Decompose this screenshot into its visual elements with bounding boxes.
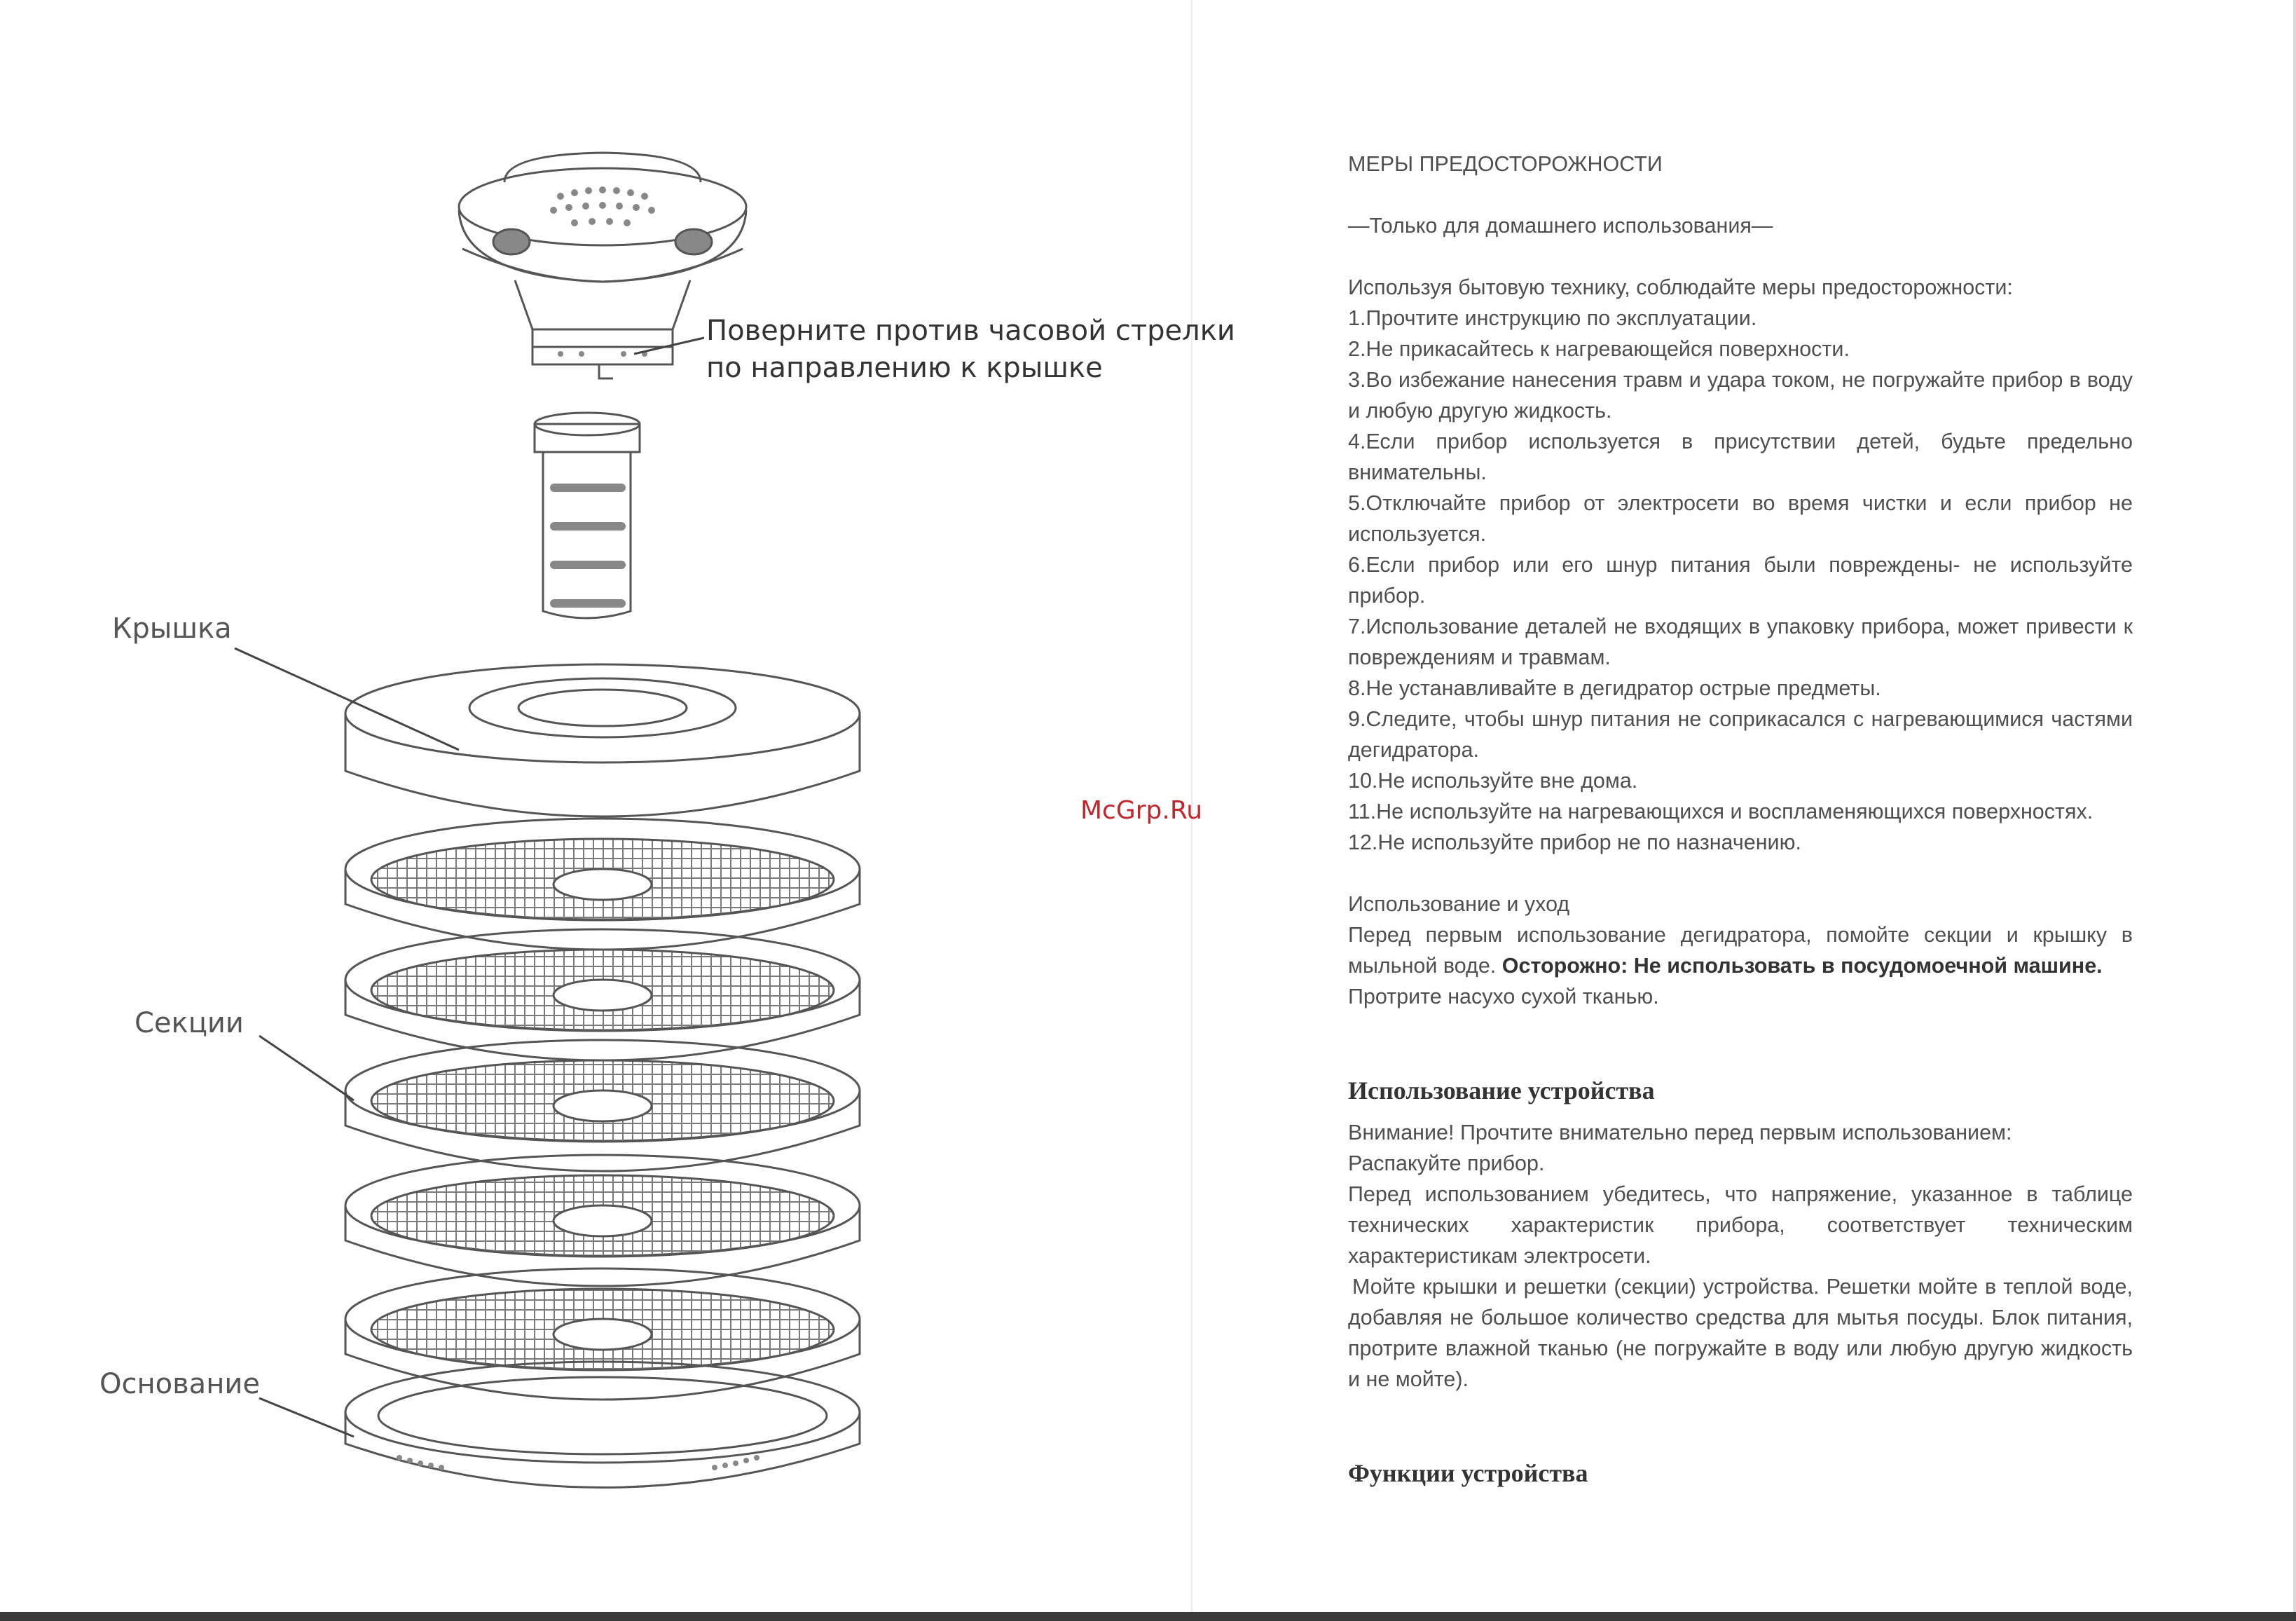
instructions-page: [1348, 149, 2133, 1490]
care-title: Использование и уход: [1348, 892, 1570, 916]
precautions-subtitle: —Только для домашнего использования—: [1348, 214, 1773, 238]
precaution-item: 9.Следите, чтобы шнур питания не соприкасался с нагревающимися частями дегидратора.: [1348, 707, 2133, 762]
base: [345, 1362, 860, 1488]
care-text-dry: Протрите насухо сухой тканью.: [1348, 985, 1659, 1008]
usage-wash: Мойте крышки и решетки (секции) устройства. Решетки мойте в теплой воде, добавляя не большое количество средства для мытья посуды. Блок питания, протрите влажной тканью (не погружайте в воду или любую другую жидкость и не мойте).: [1348, 1275, 2133, 1391]
center-column: [535, 413, 640, 618]
care-text-main: Перед первым использование дегидратора, помойте секции и крышку в мыльной воде.: [1348, 923, 2133, 978]
rotate-instruction: [706, 313, 1235, 387]
precaution-item: 7.Использование деталей не входящих в упаковку прибора, может привести к повреждениям и травмам.: [1348, 615, 2133, 669]
tray-4: [345, 1155, 860, 1286]
motor-vent-holes: [550, 186, 655, 357]
usage-check: Перед использованием убедитесь, что напряжение, указанное в таблице технических характеристик прибора, соответствует техническим характеристикам электросети.: [1348, 1182, 2133, 1268]
precaution-item: 2.Не прикасайтесь к нагревающейся поверхности.: [1348, 337, 1850, 361]
care-text: [1348, 919, 2133, 981]
label-sections: Секции: [135, 1007, 244, 1039]
functions-title: Функции устройства: [1348, 1459, 1588, 1487]
tray-3: [345, 1040, 860, 1171]
precaution-item: 11.Не используйте на нагревающихся и воспламеняющихся поверхностях.: [1348, 800, 2094, 823]
precaution-item: 8.Не устанавливайте в дегидратор острые предметы.: [1348, 676, 1881, 700]
page-edge-right: [2293, 0, 2296, 1612]
rotate-instruction-line1: Поверните против часовой стрелки: [706, 315, 1235, 347]
label-base: Основание: [99, 1368, 260, 1400]
care-warning: Осторожно: Не использовать в посудомоечной машине.: [1501, 954, 2103, 978]
label-cover: Крышка: [112, 613, 232, 645]
precaution-item: 3.Во избежание нанесения травм и удара током, не погружайте прибор в воду и любую другую жидкость.: [1348, 368, 2133, 423]
cover: [345, 664, 860, 816]
precautions-title: МЕРЫ ПРЕДОСТОРОЖНОСТИ: [1348, 152, 1663, 176]
page-edge-bottom: [0, 1612, 2296, 1621]
precaution-item: 6.Если прибор или его шнур питания были повреждены- не используйте прибор.: [1348, 553, 2133, 608]
usage-attention: Внимание! Прочтите внимательно перед первым использованием:: [1348, 1121, 2012, 1144]
precaution-item: 4.Если прибор используется в присутствии детей, будьте предельно внимательны.: [1348, 430, 2133, 484]
tray-5: [345, 1268, 860, 1400]
usage-unpack: Распакуйте прибор.: [1348, 1151, 1545, 1175]
rotate-instruction-line2: по направлению к крышке: [706, 352, 1103, 384]
watermark: McGrp.Ru: [1080, 796, 1203, 825]
usage-title: Использование устройства: [1348, 1076, 1655, 1104]
precautions-intro: Используя бытовую технику, соблюдайте меры предосторожности:: [1348, 275, 2013, 299]
precaution-item: 12.Не используйте прибор не по назначению.: [1348, 830, 1801, 854]
precaution-item: 1.Прочтите инструкцию по эксплуатации.: [1348, 306, 1757, 330]
precaution-item: 10.Не используйте вне дома.: [1348, 769, 1638, 793]
precaution-item: 5.Отключайте прибор от электросети во время чистки и если прибор не используется.: [1348, 491, 2133, 546]
